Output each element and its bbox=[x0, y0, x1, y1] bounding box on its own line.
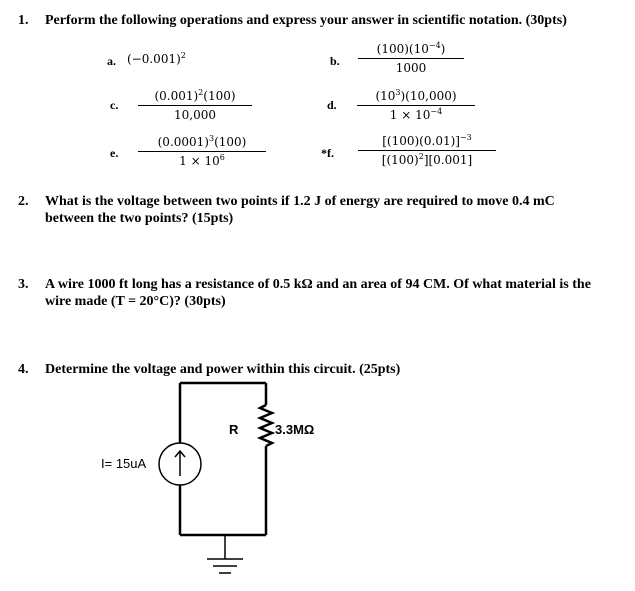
part-c-denominator: 10,000 bbox=[174, 108, 216, 122]
part-f-label: *f. bbox=[321, 146, 334, 160]
part-a-base: (−0.001) bbox=[127, 52, 181, 66]
question-1-text: Perform the following operations and express your answer in scientific notation. (30pts) bbox=[45, 13, 567, 28]
question-2-line-2: between the two points? (15pts) bbox=[45, 211, 234, 226]
current-source-label: I= 15uA bbox=[101, 456, 147, 471]
part-d-denominator: $1 \times 10^{-4}$ bbox=[389, 107, 443, 122]
resistor-zigzag bbox=[260, 405, 272, 446]
question-2-line-1: What is the voltage between two points if 1.2 J of energy are required to move 0.4 mC bbox=[45, 194, 555, 209]
part-c-numerator: $(0.001)^2(100)$ bbox=[138, 89, 252, 106]
question-1-number: 1. bbox=[18, 13, 29, 28]
question-3-line-2: wire made (T = 20°C)? (30pts) bbox=[45, 294, 226, 309]
part-e-denominator: $1 \times 10^6$ bbox=[179, 153, 225, 168]
part-d-label: d. bbox=[327, 98, 337, 112]
part-e-label: e. bbox=[110, 146, 119, 160]
resistor-value: 3.3MΩ bbox=[275, 422, 315, 437]
part-f-denominator: $[(100)^2][0.001]$ bbox=[381, 152, 473, 167]
question-3-line-1: A wire 1000 ft long has a resistance of 0.5 kΩ and an area of 94 CM. Of what material is the bbox=[45, 277, 591, 292]
part-a-label: a. bbox=[107, 54, 116, 68]
part-b-denominator: 1000 bbox=[395, 61, 427, 75]
part-b-label: b. bbox=[330, 54, 340, 68]
resistor-label: R bbox=[229, 422, 239, 437]
question-2-number: 2. bbox=[18, 194, 29, 209]
part-c-label: c. bbox=[110, 98, 119, 112]
part-b-numerator: $(100)(10^{-4})$ bbox=[358, 42, 464, 59]
question-3-number: 3. bbox=[18, 277, 29, 292]
part-a-exponent: 2 bbox=[180, 51, 186, 60]
question-4-text: Determine the voltage and power within this circuit. (25pts) bbox=[45, 362, 401, 377]
question-4-number: 4. bbox=[18, 362, 29, 377]
part-e-numerator: $(0.0001)^3(100)$ bbox=[138, 135, 266, 152]
part-f-numerator: $[(100)(0.01)]^{-3}$ bbox=[358, 134, 496, 151]
part-d-numerator: $(10^3)(10,000)$ bbox=[357, 89, 475, 106]
